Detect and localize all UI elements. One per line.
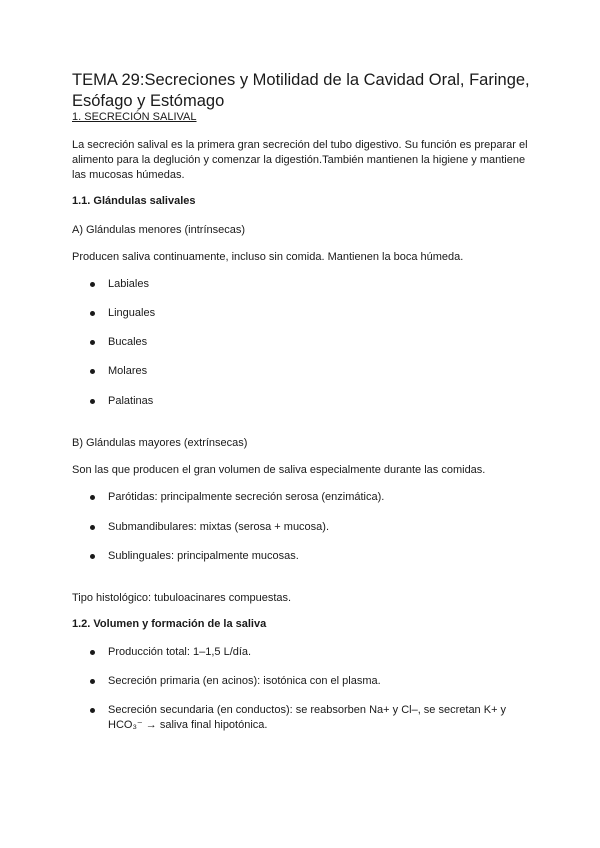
list-item-text: Labiales — [108, 278, 149, 290]
bullet-icon — [90, 335, 95, 350]
bullet-icon — [90, 394, 95, 409]
bullet-icon — [90, 277, 95, 292]
histology-text: Tipo histológico: tubuloacinares compuestas. — [72, 592, 292, 604]
bullet-icon — [90, 674, 95, 689]
major-glands-heading: B) Glándulas mayores (extrínsecas) — [72, 437, 248, 449]
bullet-icon — [90, 306, 95, 321]
subsection-heading-glandulas-salivales: 1.1. Glándulas salivales — [72, 195, 196, 207]
section-heading-secrecion-salival: 1. SECRECIÓN SALIVAL — [72, 111, 197, 123]
bullet-icon — [90, 645, 95, 660]
list-item-text: Parótidas: principalmente secreción serosa (enzimática). — [108, 491, 385, 503]
bullet-icon — [90, 520, 95, 535]
bullet-icon — [90, 490, 95, 505]
document-title: TEMA 29:Secreciones y Motilidad de la Cavidad Oral, Faringe, Esófago y Estómago — [72, 71, 530, 110]
bullet-icon — [90, 364, 95, 379]
list-item-text: Secreción primaria (en acinos): isotónica con el plasma. — [108, 675, 381, 687]
list-item-text: Secreción secundaria (en conductos): se reabsorben Na+ y Cl–, se secretan K+ y HCO₃⁻ → saliva final hipotónica. — [108, 704, 507, 731]
list-item-text: Palatinas — [108, 395, 154, 407]
minor-glands-heading: A) Glándulas menores (intrínsecas) — [72, 224, 246, 236]
minor-glands-text: Producen saliva continuamente, incluso sin comida. Mantienen la boca húmeda. — [72, 251, 464, 263]
major-glands-text: Son las que producen el gran volumen de saliva especialmente durante las comidas. — [72, 464, 486, 476]
list-item-text: Submandibulares: mixtas (serosa + mucosa). — [108, 521, 330, 533]
list-item-text: Bucales — [108, 336, 148, 348]
list-item-text: Molares — [108, 365, 148, 377]
list-item-text: Producción total: 1–1,5 L/día. — [108, 646, 252, 658]
subsection-heading-volumen-saliva: 1.2. Volumen y formación de la saliva — [72, 618, 267, 630]
list-item-text: Sublinguales: principalmente mucosas. — [108, 550, 299, 562]
bullet-icon — [90, 703, 95, 718]
section-intro-paragraph: La secreción salival es la primera gran secreción del tubo digestivo. Su función es preparar el alimento para la deglución y comenzar la digestión.También mantienen la higiene y mantiene las mucosas húmedas. — [72, 139, 528, 181]
list-item-text: Linguales — [108, 307, 156, 319]
bullet-icon — [90, 549, 95, 564]
